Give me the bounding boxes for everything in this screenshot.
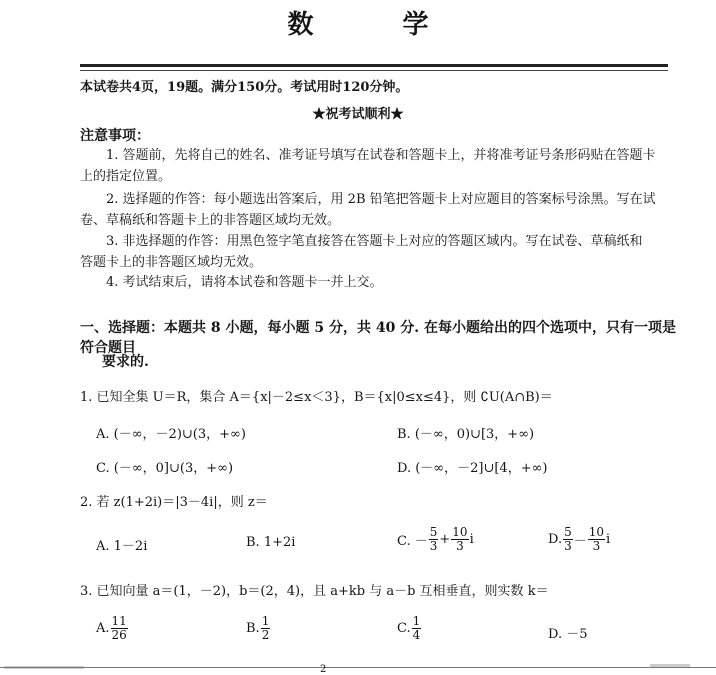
question-3-option-a-prefix: A. xyxy=(96,621,110,636)
notice-item-1-line-2: 上的指定位置。 xyxy=(80,169,172,184)
question-2-option-c-operator: + xyxy=(439,532,451,547)
notice-item-1-line-1: 1. 答题前，先将自己的姓名、准考证号填写在试卷和答题卡上，并将准考证号条形码贴在答题卡 xyxy=(106,148,656,163)
question-1-option-c: C. (－∞，0]∪(3，+∞) xyxy=(96,461,234,476)
notice-item-3-line-1: 3. 非选择题的作答：用黑色签字笔直接答在答题卡上对应的答题区域内。写在试卷、草稿纸和 xyxy=(106,234,643,249)
notice-item-2-line-2: 卷、草稿纸和答题卡上的非答题区域均无效。 xyxy=(80,213,341,228)
fraction-numerator: 1 xyxy=(261,614,270,628)
notice-item-4 xyxy=(80,272,670,293)
question-2-option-a: A. 1－2i xyxy=(96,539,148,554)
blessing: ★祝考试顺利★ xyxy=(312,107,404,122)
question-3-stem: 3. 已知向量 a＝(1，－2)，b＝(2，4)，且 a+kb 与 a－b 互相垂直，则实数 k＝ xyxy=(80,584,549,599)
fraction-numerator: 5 xyxy=(429,525,438,539)
fraction-denominator: 4 xyxy=(412,628,421,642)
question-2-option-d-operator: － xyxy=(573,534,587,549)
fraction-denominator: 3 xyxy=(456,539,464,553)
question-3-option-b xyxy=(246,615,271,642)
fraction-numerator: 10 xyxy=(452,525,468,539)
question-2-option-b: B. 1+2i xyxy=(246,535,296,550)
fraction-denominator: 2 xyxy=(261,628,270,642)
question-1-option-a: A. (－∞，－2)∪(3，+∞) xyxy=(96,427,246,442)
notice-item-3 xyxy=(80,231,670,273)
fraction-denominator: 26 xyxy=(111,628,127,642)
fraction-denominator: 3 xyxy=(564,539,572,553)
notice-item-2 xyxy=(80,189,670,231)
page-bottom-edge xyxy=(0,667,716,668)
question-2-option-d-fraction-1 xyxy=(563,526,573,553)
question-3-option-b-fraction xyxy=(261,615,271,642)
question-3-option-c-fraction xyxy=(412,615,422,642)
question-2-option-c-prefix: C. － xyxy=(397,534,428,549)
fraction-denominator: 3 xyxy=(592,539,601,553)
section-heading: 一、选择题：本题共 8 小题，每小题 5 分，共 40 分. 在每小题给出的四个选项中，只有一项是符合题目 xyxy=(80,320,676,356)
question-2-option-d xyxy=(548,526,610,553)
page-number: 2 xyxy=(320,664,327,675)
question-3-option-c xyxy=(397,615,422,642)
question-2-option-d-prefix: D. xyxy=(548,532,563,547)
header-rule-thin xyxy=(80,70,668,71)
notice-item-1 xyxy=(80,145,670,187)
question-2-option-d-fraction-2 xyxy=(588,526,605,553)
question-3-option-d: D. －5 xyxy=(548,627,588,642)
fraction-numerator: 1 xyxy=(412,614,421,628)
fraction-denominator: 3 xyxy=(429,539,438,553)
exam-info: 本试卷共4页，19题。满分150分。考试用时120分钟。 xyxy=(80,80,409,95)
question-1-option-d: D. (－∞，－2]∪[4，+∞) xyxy=(397,461,548,476)
section-heading-continued: 要求的. xyxy=(102,354,149,370)
notice-item-2-line-1: 2. 选择题的作答：每小题选出答案后，用 2B 铅笔把答题卡上对应题目的答案标号涂黑。写在试 xyxy=(106,192,656,207)
question-2-option-d-suffix: i xyxy=(606,532,611,547)
page-title: 数 学 xyxy=(287,10,469,40)
question-3-option-c-prefix: C. xyxy=(397,621,411,636)
fraction-numerator: 11 xyxy=(111,614,127,628)
notice-item-4-line: 4. 考试结束后，请将本试卷和答题卡一并上交。 xyxy=(106,275,383,290)
question-1-option-b: B. (－∞，0)∪[3，+∞) xyxy=(397,427,535,442)
question-2-stem: 2. 若 z(1+2i)＝|3－4i|，则 z＝ xyxy=(80,495,268,510)
question-2-option-c xyxy=(397,526,474,553)
question-2-option-c-suffix: i xyxy=(469,532,474,547)
fraction-numerator: 10 xyxy=(588,525,605,539)
notice-item-3-line-2: 答题卡上的非答题区域均无效。 xyxy=(80,255,263,270)
question-3-option-a xyxy=(96,615,129,642)
fraction-numerator: 5 xyxy=(564,525,572,539)
question-1-stem: 1. 已知全集 U＝R，集合 A＝{x|－2≤x＜3}，B＝{x|0≤x≤4}，则 ∁U(A∩B)＝ xyxy=(80,390,553,405)
header-rule-thick xyxy=(80,64,668,67)
question-3-option-a-fraction xyxy=(111,615,128,642)
notice-heading: 注意事项： xyxy=(80,128,150,144)
question-3-option-b-prefix: B. xyxy=(246,621,260,636)
question-2-option-c-fraction-1 xyxy=(429,526,439,553)
question-2-option-c-fraction-2 xyxy=(451,526,468,553)
